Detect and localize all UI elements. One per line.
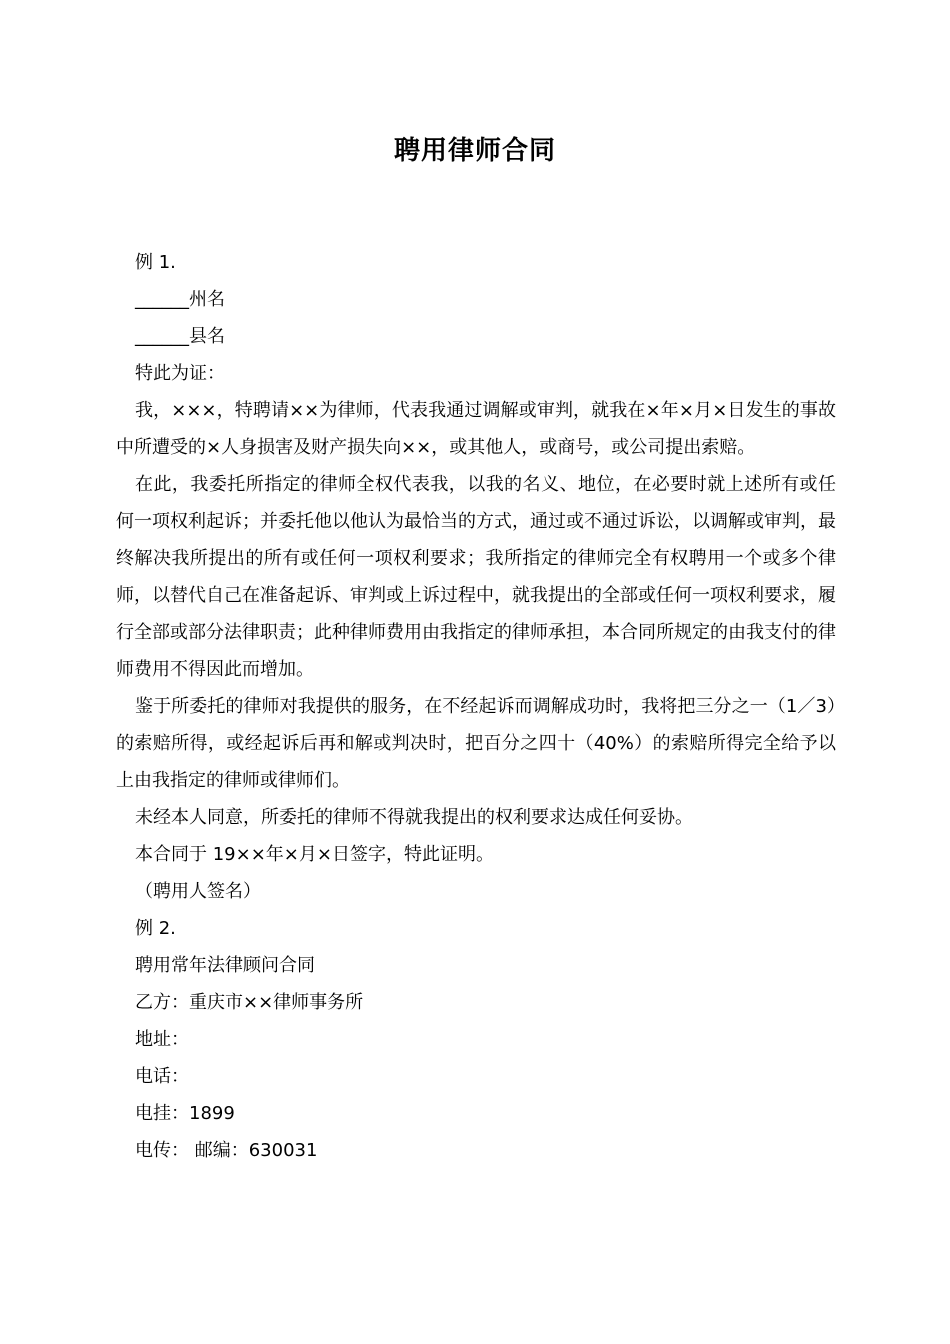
paragraph-state-name: ______州名 xyxy=(135,289,225,310)
paragraph-signing-date: 本合同于 19××年×月×日签字，特此证明。 xyxy=(135,844,494,865)
paragraph-hereby-certify: 特此为证： xyxy=(135,363,225,384)
paragraph-county-name: ______县名 xyxy=(135,326,225,347)
paragraph-address: 地址： xyxy=(135,1029,189,1050)
paragraph-phone: 电话： xyxy=(135,1066,189,1087)
paragraph-party-b: 乙方：重庆市××律师事务所 xyxy=(135,992,364,1013)
paragraph-example-1-heading: 例 1. xyxy=(135,252,176,273)
paragraph-example-2-heading: 例 2. xyxy=(135,918,176,939)
paragraph-fees: 鉴于所委托的律师对我提供的服务，在不经起诉而调解成功时，我将把三分之一（1／3）的索赔所得，或经起诉后再和解或判决时，把百分之四十（40%）的索赔所得完全给予以上由我指定的律师或律师们。 xyxy=(116,696,836,791)
paragraph-contract-title: 聘用常年法律顾问合同 xyxy=(135,955,315,976)
document-title: 聘用律师合同 xyxy=(393,136,556,166)
document-body xyxy=(116,244,836,1169)
paragraph-engagement: 我，×××，特聘请××为律师，代表我通过调解或审判，就我在×年×月×日发生的事故中所遭受的×人身损害及财产损失向××，或其他人，或商号，或公司提出索赔。 xyxy=(116,400,836,458)
paragraph-telex-postcode: 电传： 邮编：630031 xyxy=(135,1140,318,1161)
paragraph-no-compromise: 未经本人同意，所委托的律师不得就我提出的权利要求达成任何妥协。 xyxy=(135,807,693,828)
paragraph-cable: 电挂：1899 xyxy=(135,1103,235,1124)
paragraph-signature: （聘用人签名） xyxy=(135,881,261,902)
paragraph-authorization: 在此，我委托所指定的律师全权代表我，以我的名义、地位，在必要时就上述所有或任何一项权利起诉；并委托他以他认为最恰当的方式，通过或不通过诉讼，以调解或审判，最终解决我所提出的所有或任何一项权利要求；我所指定的律师完全有权聘用一个或多个律师，以替代自己在准备起诉、审判或上诉过程中，就我提出的全部或任何一项权利要求，履行全部或部分法律职责；此种律师费用由我指定的律师承担，本合同所规定的由我支付的律师费用不得因此而增加。 xyxy=(116,474,836,680)
